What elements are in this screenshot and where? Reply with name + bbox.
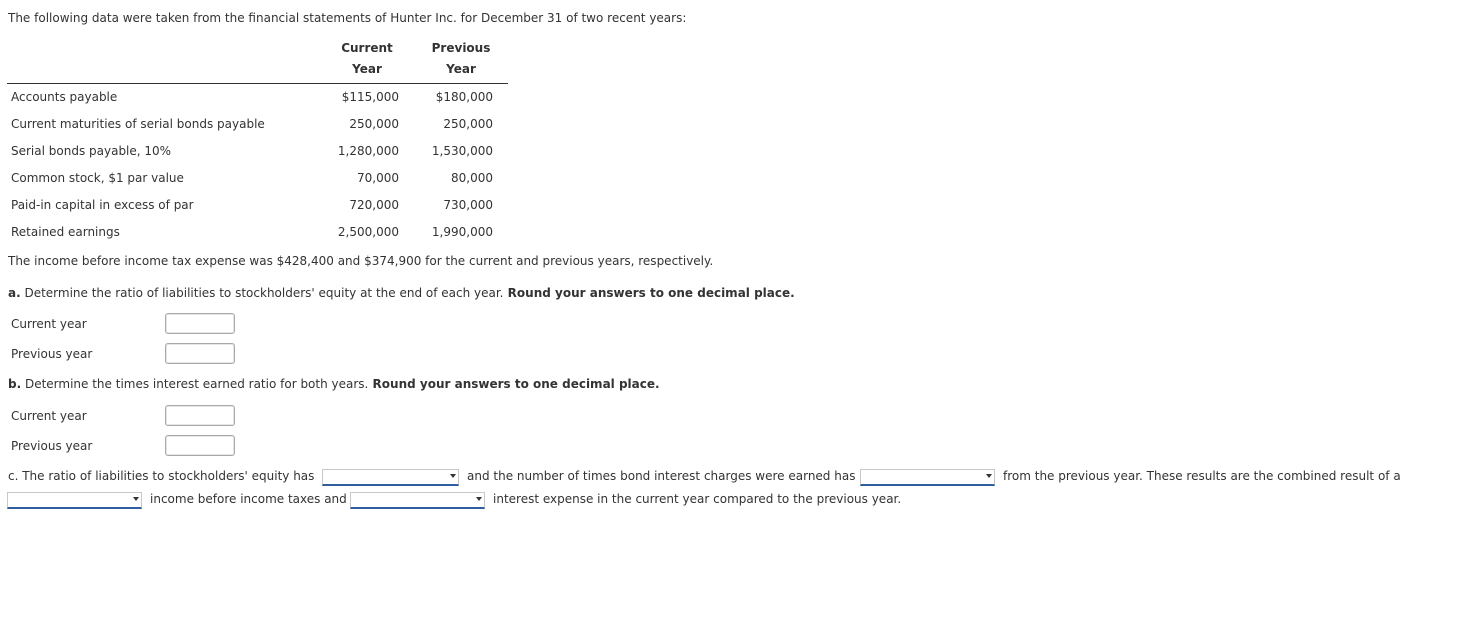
chevron-down-icon — [476, 497, 482, 501]
chevron-down-icon — [986, 474, 992, 478]
part-a-question: Determine the ratio of liabilities to stockholders' equity at the end of each year. — [20, 286, 504, 300]
part-b-previous-year-input[interactable] — [165, 435, 235, 456]
row-previous-value: 1,530,000 — [431, 144, 493, 158]
part-b-current-year-input[interactable] — [165, 405, 235, 426]
part-b-prompt — [8, 377, 660, 391]
part-c-text-1: c. The ratio of liabilities to stockholders' equity has — [8, 469, 315, 483]
part-a-previous-year-label: Previous year — [11, 347, 93, 361]
row-label: Common stock, $1 par value — [11, 171, 184, 185]
row-label: Retained earnings — [11, 225, 120, 239]
row-previous-value: 1,990,000 — [431, 225, 493, 239]
income-note: The income before income tax expense was $428,400 and $374,900 for the current and previous years, respectively. — [8, 254, 714, 268]
row-current-value: 2,500,000 — [337, 225, 399, 239]
col-header-previous — [416, 38, 506, 80]
part-c-income-change-dropdown[interactable] — [7, 492, 142, 509]
part-a-prompt — [8, 286, 795, 300]
row-label: Current maturities of serial bonds payable — [11, 117, 265, 131]
col-header-previous-line2: Year — [446, 62, 476, 76]
chevron-down-icon — [450, 474, 456, 478]
row-previous-value: $180,000 — [435, 90, 493, 104]
part-c-liabilities-ratio-dropdown[interactable] — [322, 469, 459, 486]
part-b-letter: b. — [8, 377, 22, 391]
intro-text: The following data were taken from the financial statements of Hunter Inc. for December 31 of two recent years: — [8, 11, 687, 25]
row-previous-value: 730,000 — [443, 198, 493, 212]
chevron-down-icon — [133, 497, 139, 501]
row-label: Paid-in capital in excess of par — [11, 198, 194, 212]
part-c-text-3: from the previous year. These results are the combined result of a — [1003, 469, 1401, 483]
col-header-current — [322, 38, 412, 80]
part-c-interest-expense-dropdown[interactable] — [350, 492, 485, 509]
part-b-instruction: Round your answers to one decimal place. — [368, 377, 660, 391]
row-current-value: $115,000 — [341, 90, 399, 104]
row-current-value: 720,000 — [349, 198, 399, 212]
table-header-rule — [7, 83, 508, 84]
part-b-previous-year-label: Previous year — [11, 439, 93, 453]
part-a-current-year-input[interactable] — [165, 313, 235, 334]
part-b-current-year-label: Current year — [11, 409, 87, 423]
part-a-letter: a. — [8, 286, 21, 300]
row-previous-value: 80,000 — [451, 171, 493, 185]
col-header-previous-line1: Previous — [431, 41, 491, 55]
part-c-text-4: income before income taxes and — [150, 492, 347, 506]
part-a-instruction: Round your answers to one decimal place. — [503, 286, 795, 300]
col-header-current-line1: Current — [341, 41, 393, 55]
part-a-current-year-label: Current year — [11, 317, 87, 331]
part-b-question: Determine the times interest earned ratio for both years. — [21, 377, 369, 391]
part-c-times-interest-dropdown[interactable] — [860, 469, 995, 486]
row-current-value: 70,000 — [357, 171, 399, 185]
part-c-text-5: interest expense in the current year compared to the previous year. — [493, 492, 902, 506]
part-a-previous-year-input[interactable] — [165, 343, 235, 364]
part-c-text-2: and the number of times bond interest charges were earned has — [467, 469, 856, 483]
row-previous-value: 250,000 — [443, 117, 493, 131]
row-current-value: 1,280,000 — [337, 144, 399, 158]
row-current-value: 250,000 — [349, 117, 399, 131]
row-label: Serial bonds payable, 10% — [11, 144, 172, 158]
row-label: Accounts payable — [11, 90, 118, 104]
col-header-current-line2: Year — [352, 62, 382, 76]
